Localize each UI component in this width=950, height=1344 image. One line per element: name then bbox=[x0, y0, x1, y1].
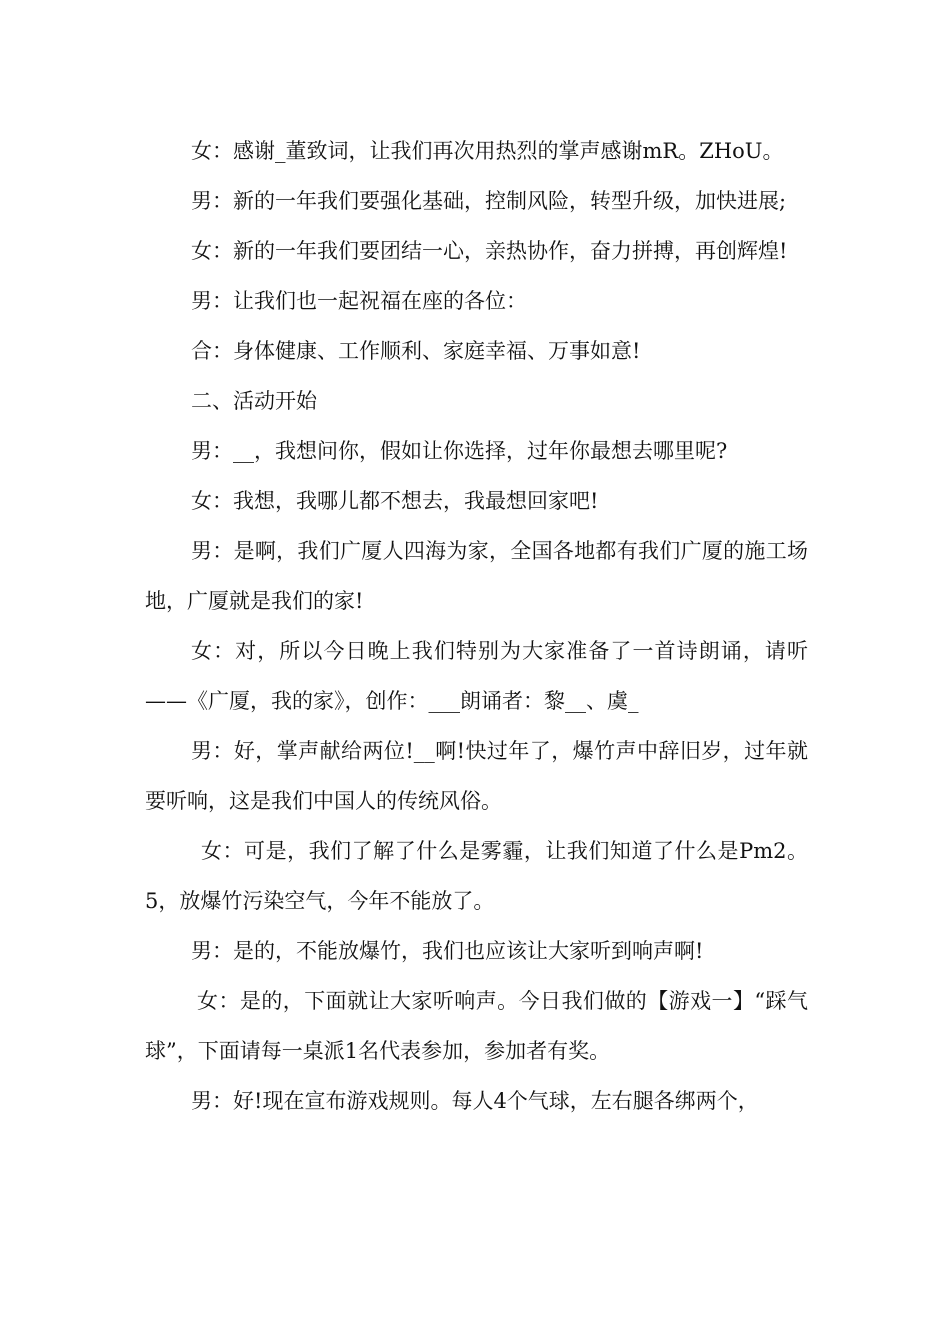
paragraph: 男：__，我想问你，假如让你选择，过年你最想去哪里呢? bbox=[191, 439, 728, 463]
paragraph: 女：新的一年我们要团结一心，亲热协作，奋力拼搏，再创辉煌! bbox=[191, 239, 788, 263]
paragraph: 男：是啊，我们广厦人四海为家，全国各地都有我们广厦的施工场地，广厦就是我们的家! bbox=[145, 539, 808, 613]
paragraph: 男：让我们也一起祝福在座的各位： bbox=[191, 289, 527, 313]
document-body bbox=[145, 126, 808, 1126]
paragraph: 女：感谢_董致词，让我们再次用热烈的掌声感谢mR。ZHoU。 bbox=[191, 139, 784, 163]
paragraph: 男：是的，不能放爆竹，我们也应该让大家听到响声啊! bbox=[191, 939, 704, 963]
paragraph: 男：好!现在宣布游戏规则。每人4个气球，左右腿各绑两个， bbox=[191, 1089, 759, 1113]
paragraph: 女：对，所以今日晚上我们特别为大家准备了一首诗朗诵，请听——《广厦，我的家》，创作：___朗诵者：黎__、虞_ bbox=[145, 639, 808, 713]
paragraph: 女：是的，下面就让大家听响声。今日我们做的【游戏一】“踩气球”，下面请每一桌派1名代表参加，参加者有奖。 bbox=[145, 989, 808, 1063]
paragraph: 合：身体健康、工作顺利、家庭幸福、万事如意! bbox=[191, 339, 641, 363]
paragraph: 男：好，掌声献给两位!__啊!快过年了，爆竹声中辞旧岁，过年就要听响，这是我们中国人的传统风俗。 bbox=[145, 739, 808, 813]
paragraph: 女：我想，我哪儿都不想去，我最想回家吧! bbox=[191, 489, 599, 513]
section-heading: 二、活动开始 bbox=[191, 389, 317, 413]
paragraph: 女：可是，我们了解了什么是雾霾，让我们知道了什么是Pm2。5，放爆竹污染空气，今年不能放了。 bbox=[145, 839, 808, 913]
paragraph: 男：新的一年我们要强化基础，控制风险，转型升级，加快进展; bbox=[191, 189, 787, 213]
